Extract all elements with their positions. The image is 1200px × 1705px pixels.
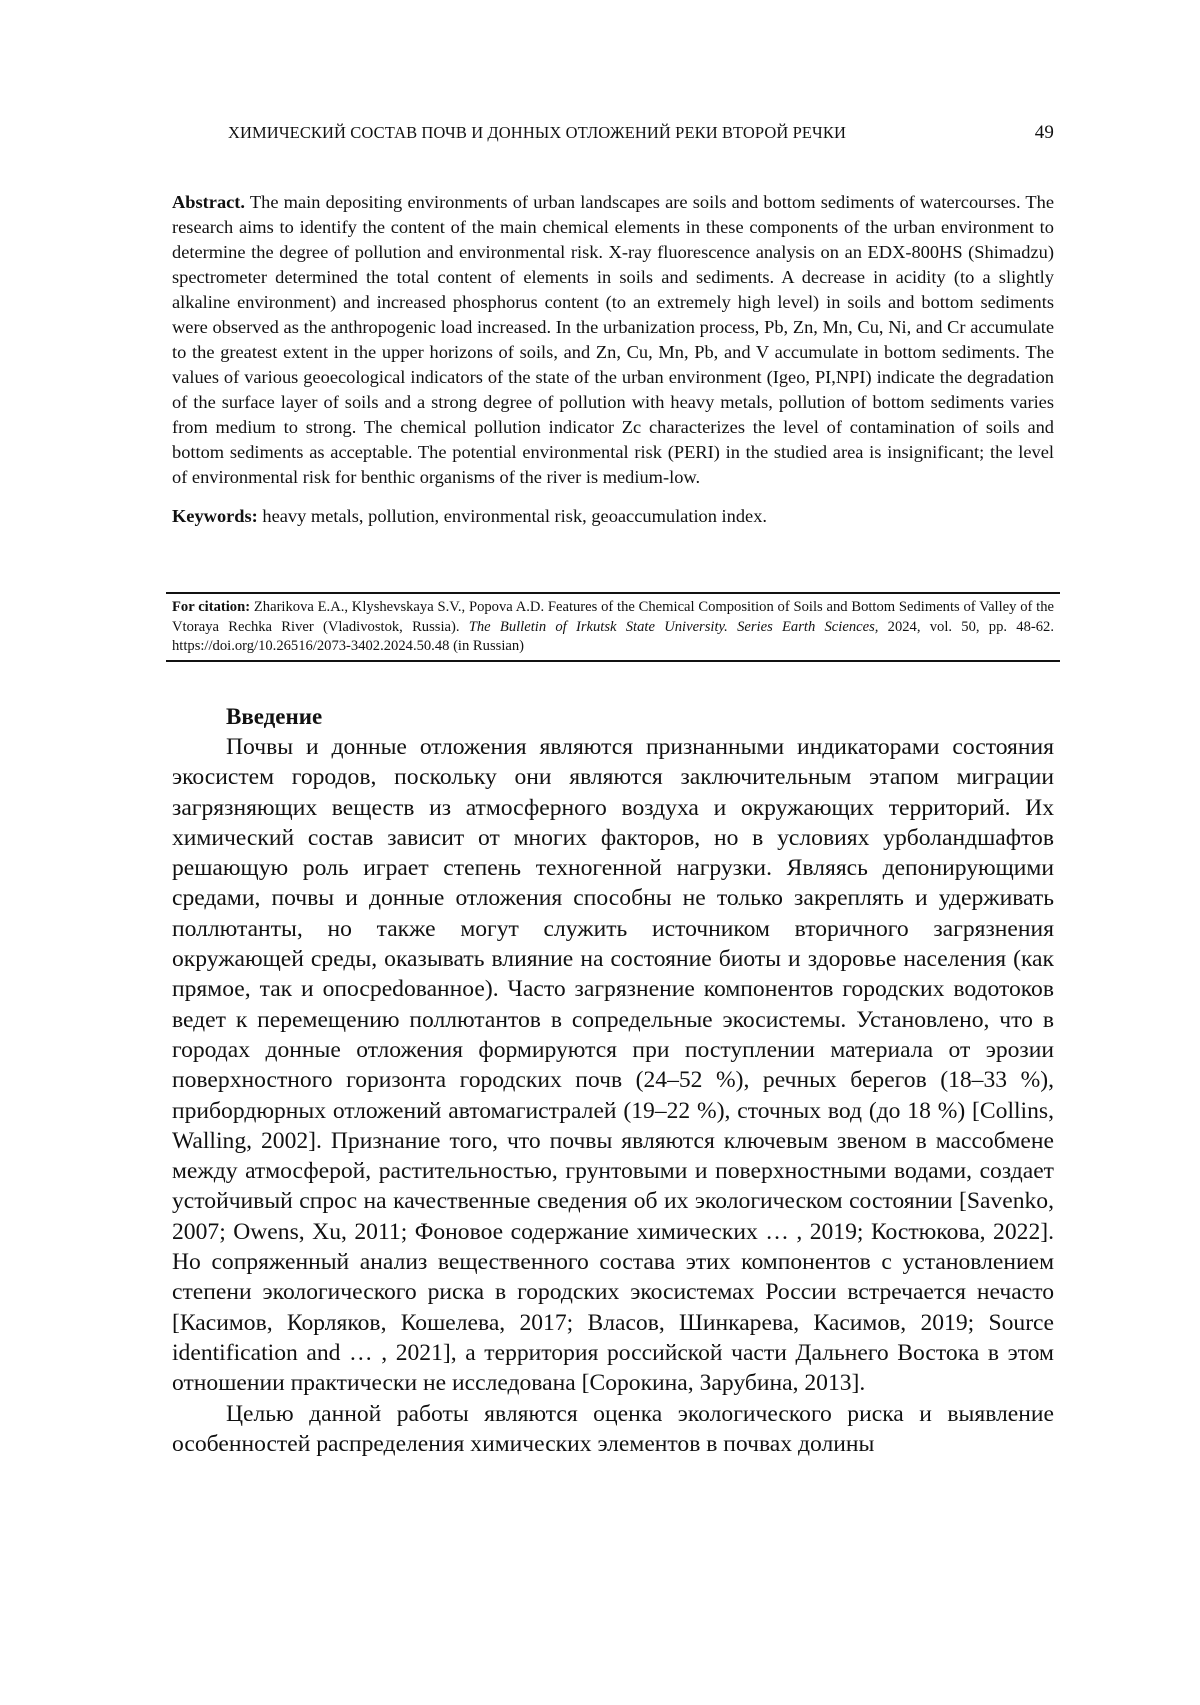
section-heading: Введение bbox=[226, 704, 323, 729]
keywords-text: heavy metals, pollution, environmental risk, geoaccumulation index. bbox=[257, 506, 768, 526]
keywords-paragraph bbox=[172, 504, 1054, 529]
running-head-title: ХИМИЧЕСКИЙ СОСТАВ ПОЧВ И ДОННЫХ ОТЛОЖЕНИЙ РЕКИ ВТОРОЙ РЕЧКИ bbox=[228, 123, 846, 142]
body-paragraph-1: Почвы и донные отложения являются признанными индикаторами состояния экосистем городов, поскольку они являются заключительным этапом миграции загрязняющих веществ из атмосферного воздуха и окружающих территорий. Их химический состав зависит от многих факторов, но в условиях урболандшафтов решающую роль играет степень техногенной нагрузки. Являясь депонирующими средами, почвы и донные отложения способны не только закреплять и удерживать поллютанты, но также могут служить источником вторичного загрязнения окружающей среды, оказывать влияние на состояние биоты и здоровье населения (как прямое, так и опосреdованное). Часто загрязнение компонентов городских водотоков ведет к перемещению поллютантов в сопредельные экосистемы. Установлено, что в городах донные отложения формируются при поступлении материала от эрозии поверхностного горизонта городских почв (24–52 %), речных берегов (18–33 %), прибордюрных отложений автомагистралей (19–22 %), сточных вод (до 18 %) [Collins, Walling, 2002]. Признание того, что почвы являются ключевым звеном в массобмене между атмосферой, растительностью, грунтовыми и поверхностными водами, создает устойчивый спрос на качественные сведения об их экологическом состоянии [Savenko, 2007; Owens, Xu, 2011; Фоновое содержание химических … , 2019; Костюкова, 2022]. Но сопряженный анализ вещественного состава этих компонентов с установлением степени экологического риска в городских экосистемах России встречается нечасто [Касимов, Корляков, Кошелева, 2017; Власов, Шинкарева, Касимов, 2019; Source identification and … , 2021], а территория российской части Дальнего Востока в этом отношении практически не исследована [Сорокина, Зарубина, 2013]. bbox=[172, 734, 1054, 1397]
running-head bbox=[228, 123, 1054, 149]
keywords-label: Keywords: bbox=[172, 506, 258, 526]
abstract-paragraph bbox=[172, 190, 1054, 490]
abstract-label: Abstract. bbox=[172, 192, 246, 212]
abstract-block bbox=[172, 190, 1054, 529]
citation-journal: The Bulletin of Irkutsk State University. Series Earth Sciences, bbox=[468, 618, 879, 635]
page-number: 49 bbox=[1034, 122, 1054, 143]
body-paragraph-2: Целью данной работы являются оценка экологического риска и выявление особенностей распределения химических элементов в почвах долины bbox=[172, 1400, 1054, 1457]
introduction-section bbox=[172, 702, 1054, 1459]
citation-authors-title: Zharikova E.A., Klyshevskaya S.V., Popova A.D. Features of the Chemical Composition of Soils and Bottom Sediments of Valley of the Vtoraya Rechka River (Vladivostok, Russia). bbox=[172, 599, 1054, 635]
citation-box bbox=[166, 592, 1060, 662]
citation-details: 2024, vol. 50, pp. 48-62. https://doi.org/10.26516/2073-3402.2024.50.48 (in Russian) bbox=[172, 618, 1055, 654]
abstract-text: The main depositing environments of urban landscapes are soils and bottom sediments of watercourses. The research aims to identify the content of the main chemical elements in these components of the urban environment to determine the degree of pollution and environmental risk. X-ray fluorescence analysis on an EDX-800HS (Shimadzu) spectrometer determined the total content of elements in soils and sediments. A decrease in acidity (to a slightly alkaline environment) and increased phosphorus content (to an extremely high level) in soils and bottom sediments were observed as the anthropogenic load increased. In the urbanization process, Pb, Zn, Mn, Cu, Ni, and Cr accumulate to the greatest extent in the upper horizons of soils, and Zn, Cu, Mn, Pb, and V accumulate in bottom sediments. The values of various geoecological indicators of the state of the urban environment (Igeo, PI,NPI) indicate the degradation of the surface layer of soils and a strong degree of pollution with heavy metals, pollution of bottom sediments varies from medium to strong. The chemical pollution indicator Zc characterizes the level of contamination of soils and bottom sediments as acceptable. The potential environmental risk (PERI) in the studied area is insignificant; the level of environmental risk for benthic organisms of the river is medium-low. bbox=[172, 192, 1054, 487]
citation-label: For citation: bbox=[172, 599, 251, 615]
